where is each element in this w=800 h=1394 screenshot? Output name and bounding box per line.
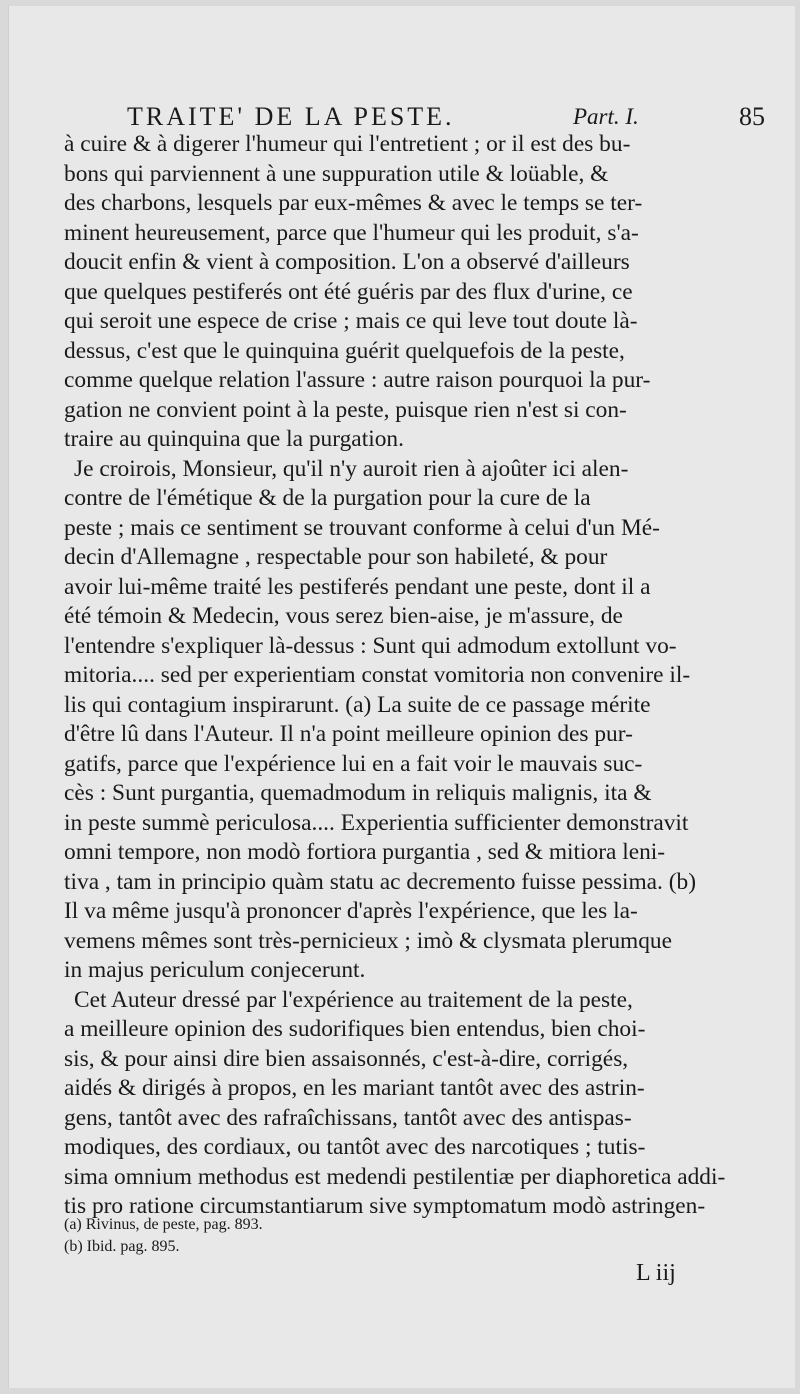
text-line: tis pro ratione circumstantiarum sive symptomatum modò astringen- [64, 1193, 706, 1219]
text-line: gatifs, parce que l'expérience lui en a fait voir le mauvais suc- [64, 750, 643, 777]
text-line: comme quelque relation l'assure : autre raison pourquoi la pur- [64, 367, 651, 393]
running-title: TRAITE' DE LA PESTE. [127, 102, 455, 131]
text-line: vemens mêmes sont très-pernicieux ; imò & clysmata plerumque [64, 927, 672, 954]
text-line: tiva , tam in principio quàm statu ac decremento fuisse pessima. (b) [64, 868, 697, 895]
text-line: bons qui parviennent à une suppuration utile & loüable, & [64, 160, 609, 187]
page-number: 85 [739, 102, 765, 131]
text-line: modiques, des cordiaux, ou tantôt avec des narcotiques ; tutis- [64, 1134, 646, 1160]
text-line: d'être lû dans l'Auteur. Il n'a point meilleure opinion des pur- [64, 721, 633, 747]
text-line: Il va même jusqu'à prononcer d'après l'expérience, que les la- [64, 898, 638, 924]
text-line: que quelques pestiferés ont été guéris par des flux d'urine, ce [64, 278, 633, 305]
text-line: sis, & pour ainsi dire bien assaisonnés, c'est-à-dire, corrigés, [64, 1045, 629, 1072]
signature-mark: L iij [636, 1260, 676, 1286]
text-line: gens, tantôt avec des rafraîchissans, tantôt avec des antispas- [64, 1104, 632, 1131]
text-line: contre de l'émétique & de la purgation pour la cure de la [64, 485, 591, 511]
text-line: doucit enfin & vient à composition. L'on a observé d'ailleurs [64, 249, 630, 275]
footnote: (b) Ibid. pag. 895. [64, 1238, 180, 1255]
footnotes [64, 1214, 664, 1258]
text-line: omni tempore, non modò fortiora purgantia , sed & mitiora leni- [64, 839, 666, 865]
text-line: sima omnium methodus est medendi pestilentiæ per diaphoretica addi- [64, 1163, 726, 1190]
text-line: mitoria.... sed per experientiam constat vomitoria non convenire il- [64, 662, 691, 688]
text-line: Cet Auteur dressé par l'expérience au traitement de la peste, [74, 986, 633, 1013]
body-text [64, 130, 774, 1222]
text-line: lis qui contagium inspirarunt. (a) La suite de ce passage mérite [64, 691, 651, 718]
text-line: dessus, c'est que le quinquina guérit quelquefois de la peste, [64, 337, 625, 364]
part-label: Part. I. [573, 104, 639, 129]
text-line: peste ; mais ce sentiment se trouvant conforme à celui d'un Mé- [64, 514, 660, 541]
text-line: in majus periculum conjecerunt. [64, 957, 366, 983]
text-line: des charbons, lesquels par eux-mêmes & avec le temps se ter- [64, 190, 643, 216]
text-line: l'entendre s'expliquer là-dessus : Sunt qui admodum extollunt vo- [64, 632, 677, 659]
text-line: decin d'Allemagne , respectable pour son habileté, & pour [64, 544, 608, 570]
text-line: a meilleure opinion des sudorifiques bien entendus, bien choi- [64, 1016, 646, 1042]
footnote: (a) Rivinus, de peste, pag. 893. [64, 1216, 263, 1233]
text-line: gation ne convient point à la peste, puisque rien n'est si con- [64, 396, 627, 423]
text-line: traire au quinquina que la purgation. [64, 426, 404, 452]
text-line: été témoin & Medecin, vous serez bien-aise, je m'assure, de [64, 603, 623, 629]
text-line: à cuire & à digerer l'humeur qui l'entretient ; or il est des bu- [64, 131, 631, 157]
text-line: aidés & dirigés à propos, en les mariant tantôt avec des astrin- [64, 1075, 645, 1101]
text-line: cès : Sunt purgantia, quemadmodum in reliquis malignis, ita & [64, 780, 652, 806]
text-line: avoir lui-même traité les pestiferés pendant une peste, dont il a [64, 573, 651, 600]
text-line: in peste summè periculosa.... Experientia sufficienter demonstravit [64, 809, 689, 836]
text-line: qui seroit une espece de crise ; mais ce qui leve tout doute là- [64, 308, 638, 334]
text-line: Je croirois, Monsieur, qu'il n'y auroit rien à ajoûter ici alen- [74, 455, 629, 482]
text-line: minent heureusement, parce que l'humeur qui les produit, s'a- [64, 219, 639, 246]
